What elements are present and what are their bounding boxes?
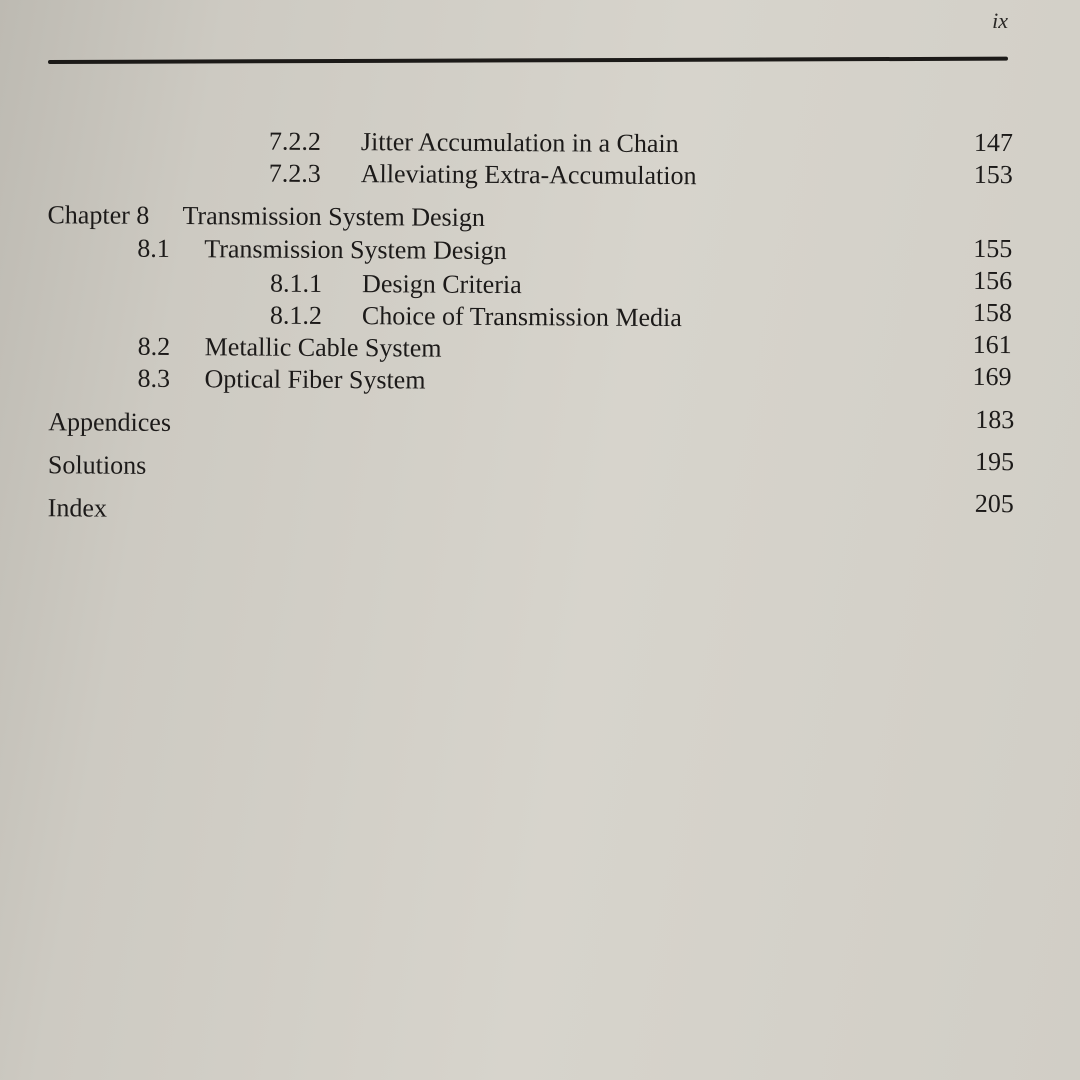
toc-entry-title: Appendices <box>48 407 172 437</box>
toc-entry-number: 8.1 <box>137 233 170 263</box>
toc-entry-title: Metallic Cable System <box>204 332 442 363</box>
toc-entry-title: Design Criteria <box>362 269 522 300</box>
toc-entry-title: Choice of Transmission Media <box>361 301 682 333</box>
toc-entry-7-2-3 <box>269 159 697 192</box>
toc-entry-7-2-2 <box>269 127 679 160</box>
toc-entry-page: 153 <box>973 159 1013 190</box>
toc-entry-page: 161 <box>972 329 1012 360</box>
toc-entry-title: Optical Fiber System <box>204 364 426 395</box>
toc-entry-8-1 <box>137 234 507 266</box>
toc-entry-index <box>48 493 107 523</box>
toc-entry-title: Index <box>47 493 108 523</box>
toc-entry-title: Jitter Accumulation in a Chain <box>360 127 679 159</box>
toc-entry-number: 8.1.1 <box>270 268 323 298</box>
toc-entry-number: 8.1.2 <box>269 300 322 330</box>
toc-entry-page: 183 <box>975 404 1015 435</box>
toc-entry-page: 169 <box>972 361 1012 392</box>
toc-chapter-title: Transmission System Design <box>182 201 486 232</box>
toc-entry-8-2 <box>138 332 442 364</box>
toc-entry-8-1-1 <box>270 269 522 301</box>
toc-entry-page: 195 <box>974 446 1015 477</box>
toc-entry-8-1-2 <box>270 301 682 334</box>
toc-entry-title: Transmission System Design <box>204 234 507 266</box>
toc-entry-page: 155 <box>973 233 1013 264</box>
toc-entry-page: 205 <box>974 488 1014 519</box>
toc-entry-appendices <box>48 407 171 438</box>
toc-entry-number: 7.2.3 <box>268 158 321 188</box>
toc-entry-title: Solutions <box>47 450 147 480</box>
toc-entry-number: 8.2 <box>137 331 171 361</box>
toc-entry-8-3 <box>137 364 425 396</box>
toc-entry-number: 7.2.2 <box>268 126 322 156</box>
toc-entry-page: 147 <box>973 127 1014 158</box>
toc-entry-page: 158 <box>972 297 1013 328</box>
toc-chapter-number: Chapter 8 <box>47 200 150 230</box>
running-head-page-number: ix <box>992 8 1008 33</box>
toc-chapter-8 <box>47 200 485 233</box>
toc-entry-title: Alleviating Extra-Accumulation <box>360 159 697 191</box>
toc-entry-page: 156 <box>973 265 1013 296</box>
toc-entry-number: 8.3 <box>137 363 171 393</box>
toc-entry-solutions <box>48 450 146 481</box>
